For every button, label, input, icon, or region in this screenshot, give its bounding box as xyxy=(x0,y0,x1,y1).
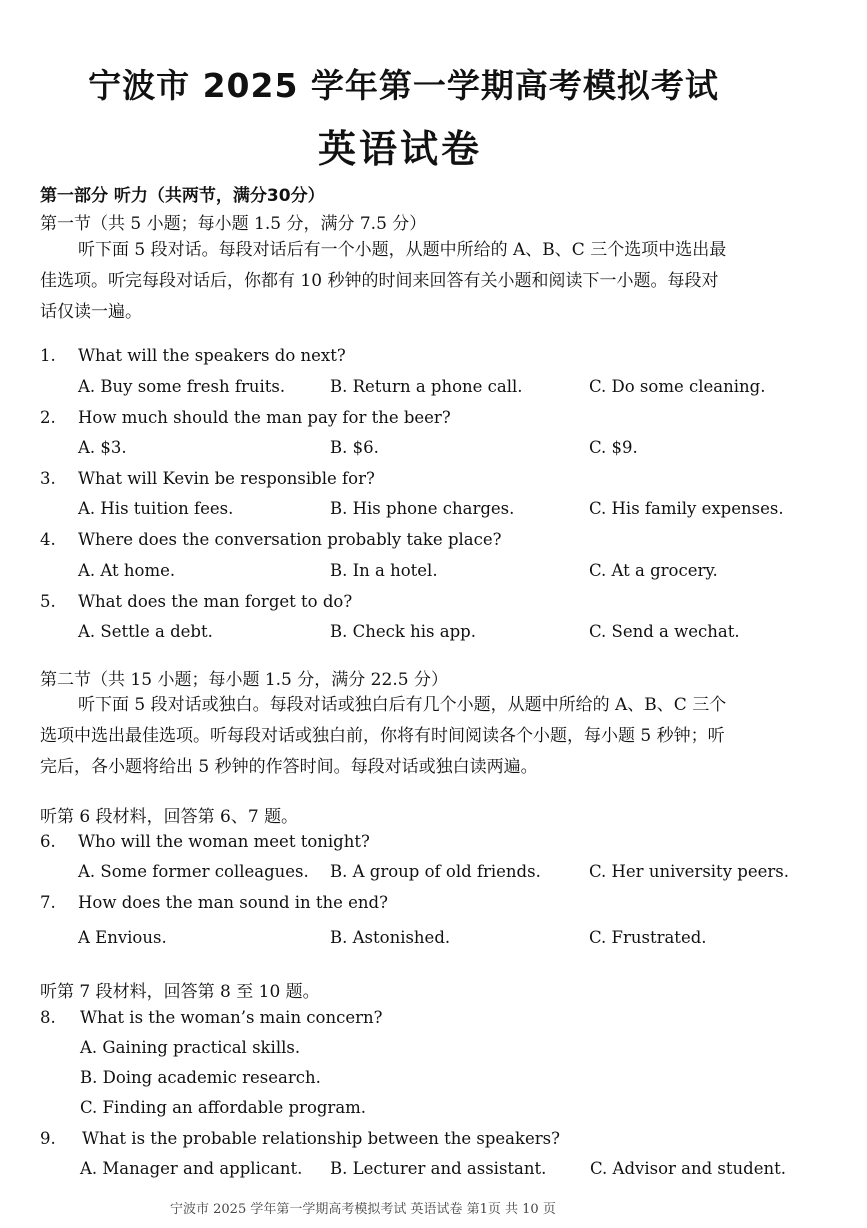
question-number: 5. xyxy=(40,592,56,611)
question-number: 8. xyxy=(40,1008,56,1027)
question-text: What is the woman’s main concern? xyxy=(80,1008,383,1027)
instruction-line: 听下面 5 段对话或独白。每段对话或独白后有几个小题，从题中所给的 A、B、C 三个 xyxy=(78,695,727,715)
question-number: 9. xyxy=(40,1129,56,1148)
option-b: B. His phone charges. xyxy=(330,499,515,518)
option-a: A. His tuition fees. xyxy=(78,499,234,518)
option-a: A Envious. xyxy=(78,928,167,947)
question-number: 1. xyxy=(40,346,56,365)
question-text: What will the speakers do next? xyxy=(78,346,346,365)
question-text: How does the man sound in the end? xyxy=(78,893,388,912)
option-b: B. Astonished. xyxy=(330,928,451,947)
option-b: B. $6. xyxy=(330,438,379,457)
option-a: A. Settle a debt. xyxy=(78,622,213,641)
option-a: A. Gaining practical skills. xyxy=(80,1038,301,1057)
question-number: 2. xyxy=(40,408,56,427)
instruction-line: 话仅读一遍。 xyxy=(40,302,142,322)
instruction-line: 选项中选出最佳选项。听每段对话或独白前，你将有时间阅读各个小题，每小题 5 秒钟；听 xyxy=(40,726,725,746)
option-b: B. Return a phone call. xyxy=(330,377,523,396)
option-c: C. His family expenses. xyxy=(589,499,784,518)
option-a: A. At home. xyxy=(78,561,176,580)
instruction-line: 听下面 5 段对话。每段对话后有一个小题，从题中所给的 A、B、C 三个选项中选出最 xyxy=(78,240,727,260)
option-b: B. Lecturer and assistant. xyxy=(330,1159,547,1178)
option-a: A. $3. xyxy=(78,438,127,457)
option-a: A. Manager and applicant. xyxy=(80,1159,303,1178)
section2-heading: 第二节（共 15 小题；每小题 1.5 分，满分 22.5 分） xyxy=(40,670,448,690)
exam-title: 宁波市 2025 学年第一学期高考模拟考试 xyxy=(88,66,719,105)
exam-subtitle: 英语试卷 xyxy=(317,127,482,171)
page-footer: 宁波市 2025 学年第一学期高考模拟考试 英语试卷 第1页 共 10 页 xyxy=(170,1202,556,1217)
material-6-heading: 听第 6 段材料，回答第 6、7 题。 xyxy=(40,807,299,827)
question-number: 6. xyxy=(40,832,56,851)
option-c: C. Finding an affordable program. xyxy=(80,1098,367,1117)
option-c: C. Advisor and student. xyxy=(590,1159,786,1178)
question-number: 3. xyxy=(40,469,56,488)
option-b: B. A group of old friends. xyxy=(330,862,541,881)
option-a: A. Buy some fresh fruits. xyxy=(78,377,286,396)
option-b: B. Doing academic research. xyxy=(80,1068,321,1087)
question-text: Who will the woman meet tonight? xyxy=(78,832,370,851)
option-c: C. Send a wechat. xyxy=(589,622,740,641)
question-text: Where does the conversation probably take place? xyxy=(78,530,502,549)
question-text: What does the man forget to do? xyxy=(78,592,353,611)
option-c: C. Frustrated. xyxy=(589,928,707,947)
part1-heading: 第一部分 听力（共两节，满分30分） xyxy=(40,186,325,206)
question-text: What is the probable relationship between the speakers? xyxy=(82,1129,560,1148)
question-text: What will Kevin be responsible for? xyxy=(78,469,375,488)
question-number: 7. xyxy=(40,893,56,912)
option-a: A. Some former colleagues. xyxy=(78,862,309,881)
instruction-line: 佳选项。听完每段对话后，你都有 10 秒钟的时间来回答有关小题和阅读下一小题。每段对 xyxy=(40,271,719,291)
question-number: 4. xyxy=(40,530,56,549)
instruction-line: 完后，各小题将给出 5 秒钟的作答时间。每段对话或独白读两遍。 xyxy=(40,757,538,777)
option-b: B. Check his app. xyxy=(330,622,476,641)
option-b: B. In a hotel. xyxy=(330,561,438,580)
section1-instructions xyxy=(40,235,780,328)
question-text: How much should the man pay for the beer? xyxy=(78,408,451,427)
section1-heading: 第一节（共 5 小题；每小题 1.5 分，满分 7.5 分） xyxy=(40,214,427,234)
option-c: C. At a grocery. xyxy=(589,561,718,580)
option-c: C. $9. xyxy=(589,438,638,457)
section2-instructions xyxy=(40,690,780,783)
option-c: C. Do some cleaning. xyxy=(589,377,766,396)
material-7-heading: 听第 7 段材料，回答第 8 至 10 题。 xyxy=(40,982,320,1002)
option-c: C. Her university peers. xyxy=(589,862,789,881)
